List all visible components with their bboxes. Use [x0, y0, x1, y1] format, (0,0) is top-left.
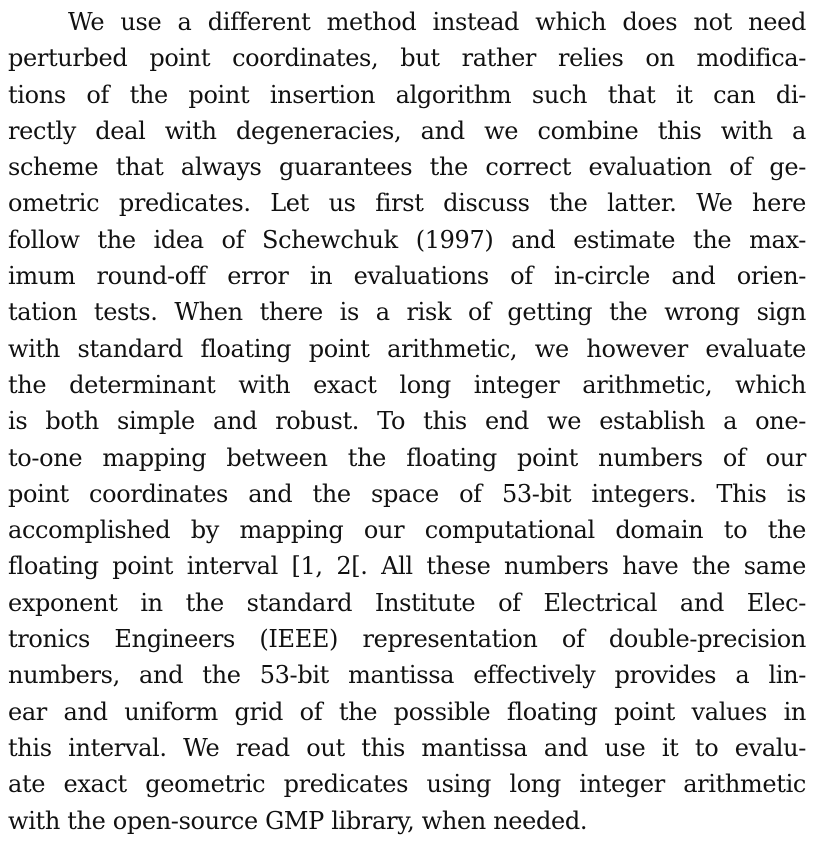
text-line: ear and uniform grid of the possible floating point values in	[8, 697, 806, 726]
text-line: with the open-source GMP library, when needed.	[8, 806, 588, 835]
text-line: exponent in the standard Institute of Electrical and Elec-	[8, 588, 806, 617]
text-line: scheme that always guarantees the correct evaluation of ge-	[8, 153, 806, 182]
text-line: ate exact geometric predicates using long integer arithmetic	[8, 770, 806, 799]
text-line: tation tests. When there is a risk of getting the wrong sign	[8, 298, 806, 327]
text-line: is both simple and robust. To this end we establish a one-	[8, 407, 806, 436]
text-line: We use a different method instead which does not need	[68, 8, 806, 36]
text-line: ometric predicates. Let us first discuss the latter. We here	[8, 189, 806, 218]
text-line: perturbed point coordinates, but rather relies on modifica-	[8, 44, 806, 73]
text-line: rectly deal with degeneracies, and we combine this with a	[8, 116, 806, 145]
text-line: follow the idea of Schewchuk (1997) and estimate the max-	[8, 225, 806, 254]
text-line: tions of the point insertion algorithm such that it can di-	[8, 80, 806, 109]
paper-text-block	[8, 4, 806, 839]
text-line: the determinant with exact long integer arithmetic, which	[8, 370, 806, 399]
text-line: accomplished by mapping our computational domain to the	[8, 516, 806, 545]
text-line: point coordinates and the space of 53-bit integers. This is	[8, 479, 806, 508]
text-line: with standard floating point arithmetic, we however evaluate	[8, 334, 806, 363]
text-line: floating point interval [1, 2[. All these numbers have the same	[8, 552, 806, 581]
text-line: to-one mapping between the floating point numbers of our	[8, 443, 806, 472]
text-line: this interval. We read out this mantissa and use it to evalu-	[8, 733, 806, 762]
text-line: numbers, and the 53-bit mantissa effectively provides a lin-	[8, 661, 806, 690]
text-line: imum round-off error in evaluations of in-circle and orien-	[8, 262, 806, 291]
text-line: tronics Engineers (IEEE) representation of double-precision	[8, 625, 806, 654]
